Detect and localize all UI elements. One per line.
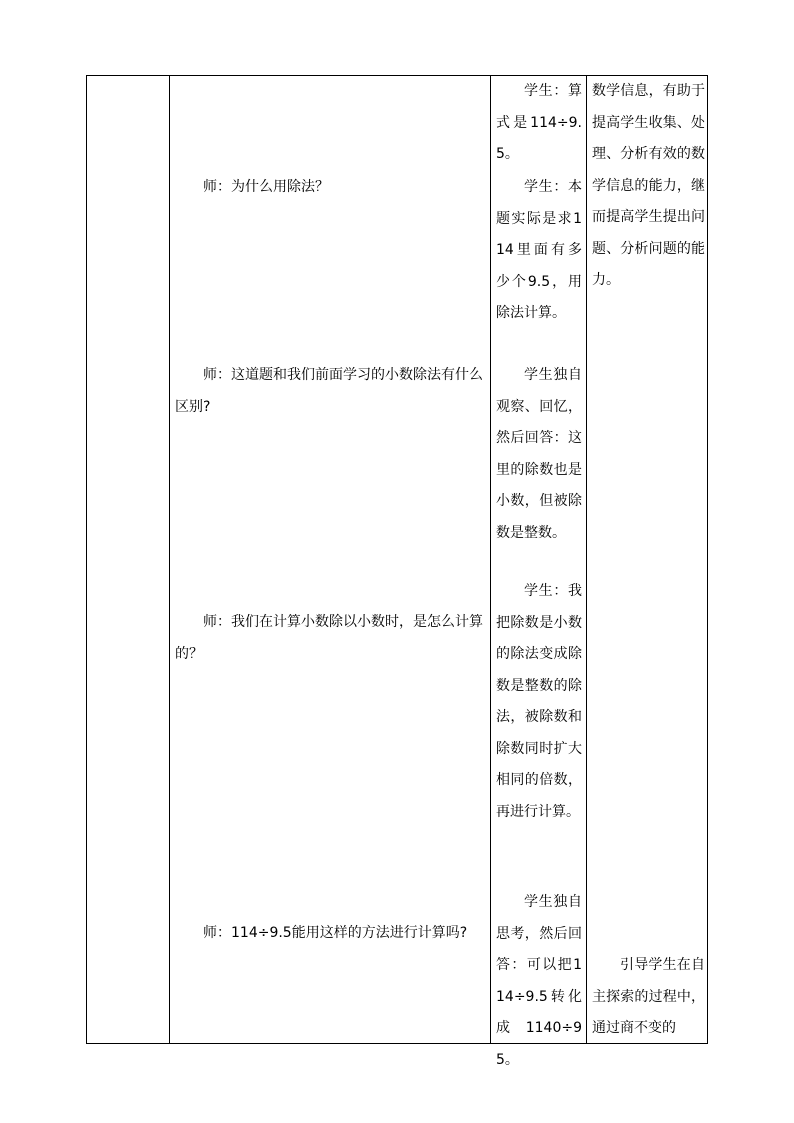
student-answer-difference: 学生独自观察、回忆，然后回答：这里的除数也是小数，但被除数是整数。: [496, 367, 582, 541]
teacher-question-how-to-compute: 师：我们在计算小数除以小数时，是怎么计算的？: [175, 614, 483, 662]
teacher-question-can-use-method: 师：114÷9.5能用这样的方法进行计算吗?: [203, 925, 468, 941]
student-answer-why-division: 学生：本题实际是求114里面有多少个9.5，用除法计算。: [496, 179, 582, 321]
column-divider: [490, 76, 491, 1043]
column-divider: [169, 76, 170, 1043]
student-answer-conversion: 学生独自思考，然后回答：可以把114÷9.5转化成1140÷95。: [496, 894, 582, 1068]
lesson-plan-table: [86, 75, 708, 1068]
design-intent-guided-exploration: 引导学生在自主探索的过程中，通过商不变的: [592, 957, 705, 1036]
student-answer-expression: 学生：算式是114÷9.5。: [496, 83, 582, 162]
teacher-question-why-division: 师：为什么用除法？: [203, 179, 329, 195]
column-divider: [586, 76, 587, 1043]
student-answer-how-to-compute: 学生：我把除数是小数的除法变成除数是整数的除法，被除数和除数同时扩大相同的倍数，再进行计算。: [496, 583, 582, 820]
design-intent-info-processing: 数学信息，有助于提高学生收集、处理、分析有效的数学信息的能力，继而提高学生提出问题、分析问题的能力。: [592, 83, 705, 288]
teacher-question-difference: 师：这道题和我们前面学习的小数除法有什么区别?: [175, 367, 483, 415]
